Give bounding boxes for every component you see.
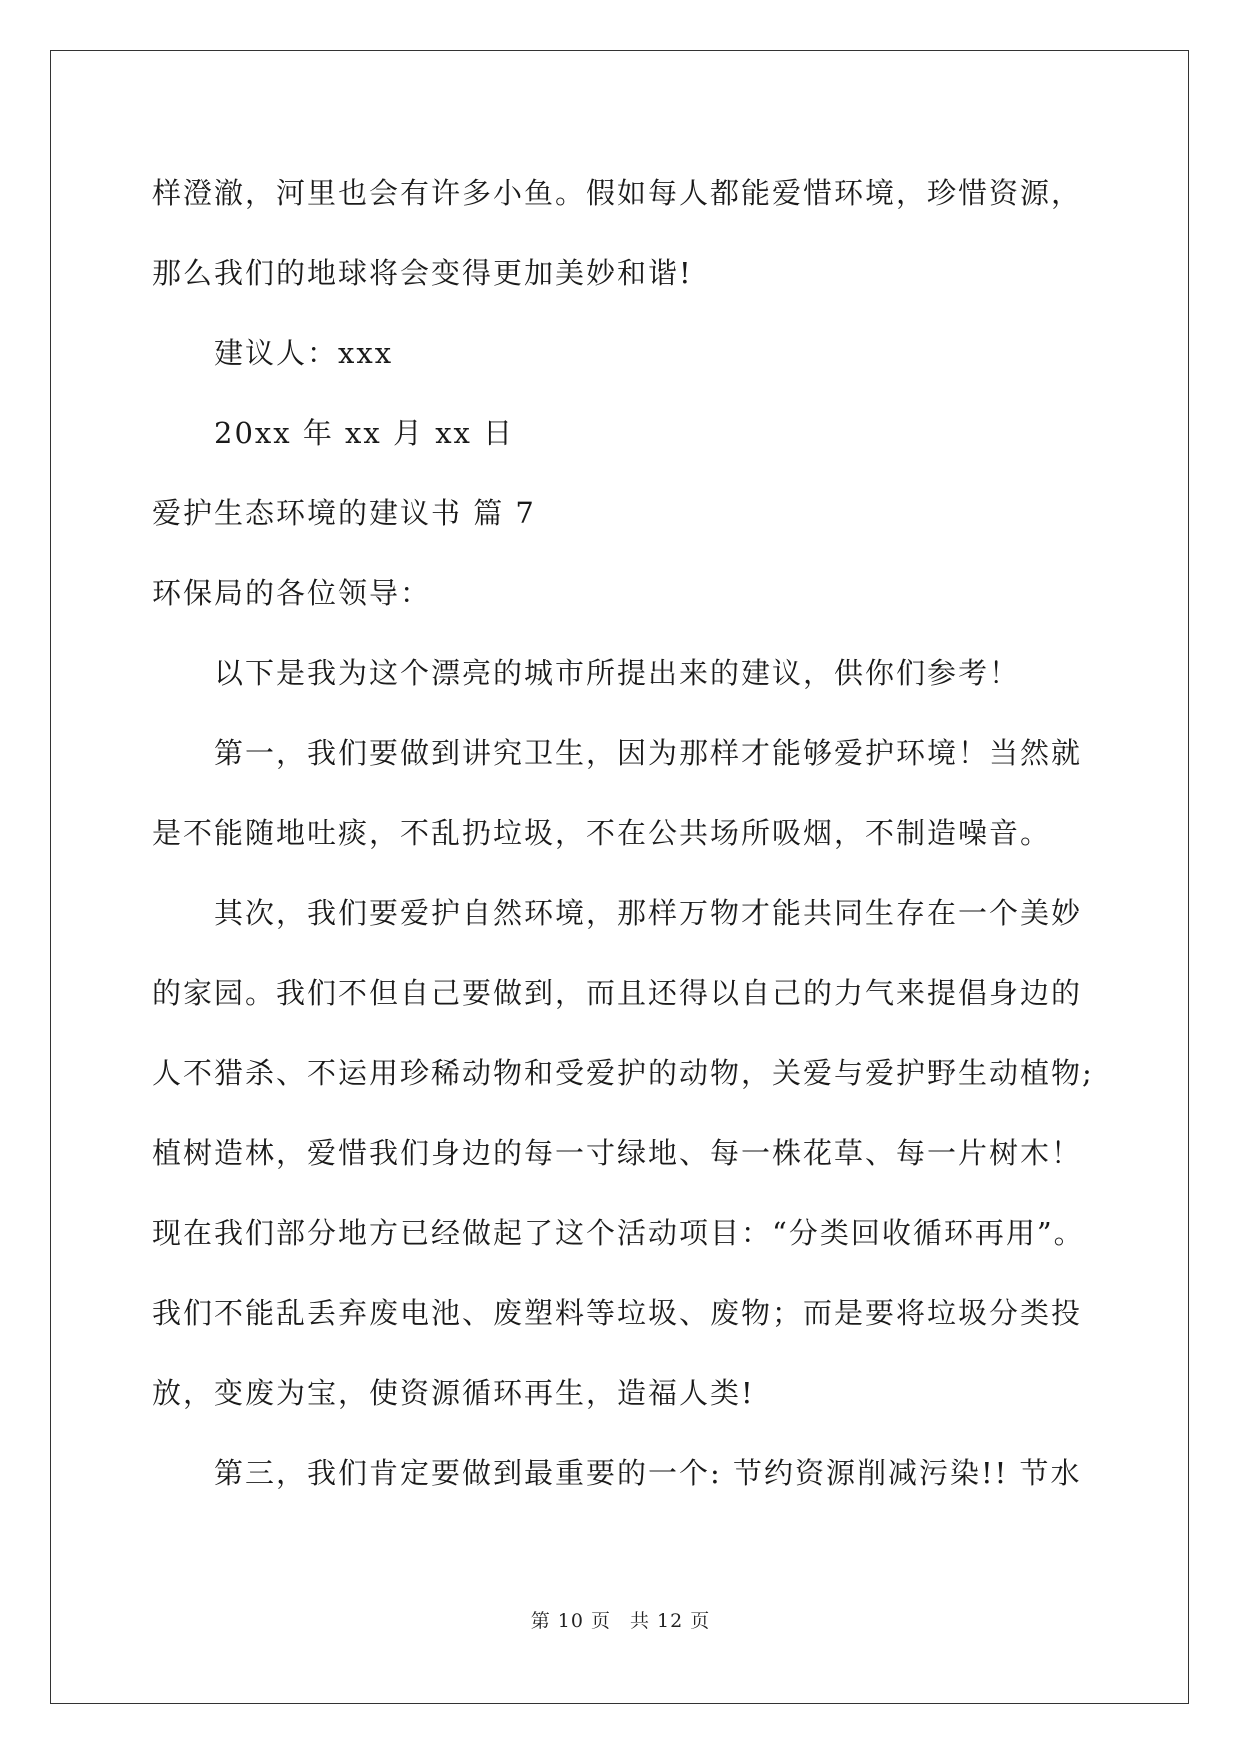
document-body [152,160,1112,1520]
text-line: 的家园。我们不但自己要做到，而且还得以自己的力气来提倡身边的 [152,976,1083,1010]
text-line: 现在我们部分地方已经做起了这个活动项目：“分类回收循环再用”。 [152,1216,1085,1250]
text-line: 其次，我们要爱护自然环境，那样万物才能共同生存在一个美妙 [214,896,1083,930]
text-line: 环保局的各位领导： [152,576,432,610]
page-total: 共 12 页 [630,1610,711,1632]
text-line: 植树造林，爱惜我们身边的每一寸绿地、每一株花草、每一片树木！ [152,1136,1083,1170]
text-line: 爱护生态环境的建议书 篇 7 [152,496,536,530]
text-line: 建议人：xxx [214,336,394,370]
text-line: 放，变废为宝，使资源循环再生，造福人类! [152,1376,755,1410]
page-number: 第 10 页 [530,1610,611,1632]
page-footer [0,1606,1241,1633]
text-line: 样澄澈，河里也会有许多小鱼。假如每人都能爱惜环境，珍惜资源， [152,176,1083,210]
text-line: 以下是我为这个漂亮的城市所提出来的建议，供你们参考！ [214,656,1021,690]
text-line: 20xx 年 xx 月 xx 日 [214,416,515,450]
text-line: 是不能随地吐痰，不乱扔垃圾，不在公共场所吸烟，不制造噪音。 [152,816,1052,850]
text-line: 那么我们的地球将会变得更加美妙和谐! [152,256,693,290]
text-line: 人不猎杀、不运用珍稀动物和受爱护的动物，关爱与爱护野生动植物; [152,1056,1094,1090]
text-line: 第一，我们要做到讲究卫生，因为那样才能够爱护环境！当然就 [214,736,1083,770]
text-line: 第三，我们肯定要做到最重要的一个: 节约资源削减污染!! 节水 [214,1456,1082,1490]
text-line: 我们不能乱丢弃废电池、废塑料等垃圾、废物；而是要将垃圾分类投 [152,1296,1083,1330]
